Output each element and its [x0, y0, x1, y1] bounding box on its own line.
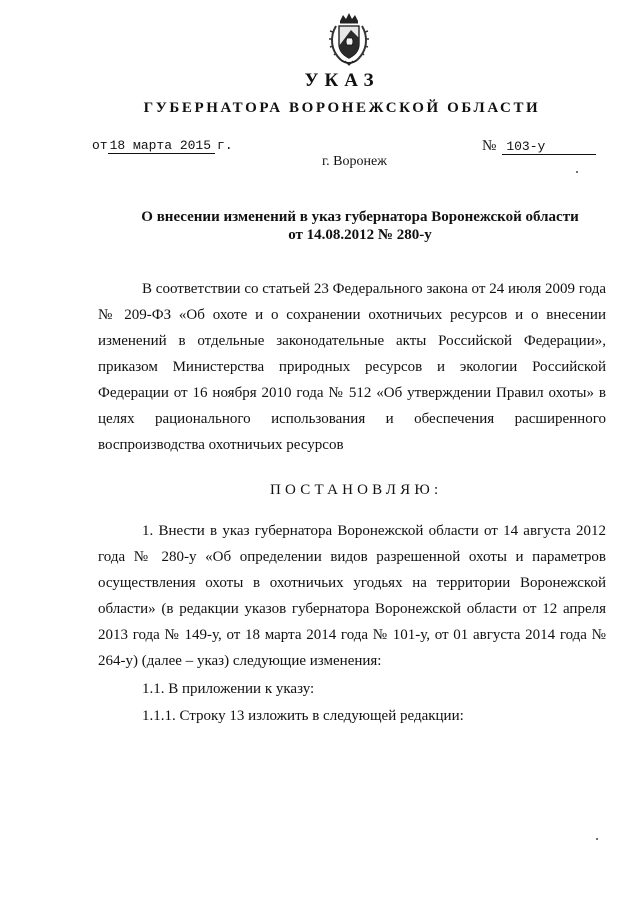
scan-speck	[576, 171, 578, 173]
number-line	[482, 138, 596, 155]
date-line	[92, 138, 233, 154]
document-title-line-1: О внесении изменений в указ губернатора Воронежской области	[141, 209, 579, 225]
item-1-1-line: 1.1. В приложении к указу:	[142, 681, 315, 697]
number-value: 103-у	[502, 139, 596, 155]
issuer-heading: ГУБЕРНАТОРА ВОРОНЕЖСКОЙ ОБЛАСТИ	[143, 100, 541, 116]
scan-speck	[596, 838, 598, 840]
coat-of-arms-icon	[327, 12, 371, 68]
item-1-paragraph: 1. Внести в указ губернатора Воронежской области от 14 августа 2012 года № 280-у «Об определении видов разрешенной охоты и параметров осуществления охоты в охотничьих угодьях на территории Воронежской области» (в редакции указов губернатора Воронежской области от 12 апреля 2013 года № 149-у, от 18 марта 2014 года № 101-у, от 01 августа 2014 года № 264-у) (далее – указ) следующие изменения:	[98, 523, 606, 669]
item-1-1-1-line: 1.1.1. Строку 13 изложить в следующей редакции:	[142, 708, 464, 724]
preamble-paragraph: В соответствии со статьей 23 Федерального закона от 24 июля 2009 года № 209-ФЗ «Об охоте и о сохранении охотничьих ресурсов и о внесении изменений в отдельные законодательные акты Российской Федерации», приказом Министерства природных ресурсов и экологии Российской Федерации от 16 ноября 2010 года № 512 «Об утверждении Правил охоты» в целях рационального использования и обеспечения расширенного воспроизводства охотничьих ресурсов	[98, 281, 606, 453]
decree-word: ПОСТАНОВЛЯЮ:	[270, 482, 443, 498]
date-value: 18 марта 2015	[108, 138, 215, 154]
date-prefix: от	[92, 138, 108, 153]
document-type-heading: УКАЗ	[304, 70, 380, 91]
document-title	[100, 208, 620, 244]
document-title-line-2: от 14.08.2012 № 280-у	[288, 227, 432, 243]
city-label: г. Воронеж	[322, 154, 387, 169]
date-suffix: г.	[217, 138, 233, 153]
number-sign: №	[482, 138, 497, 154]
